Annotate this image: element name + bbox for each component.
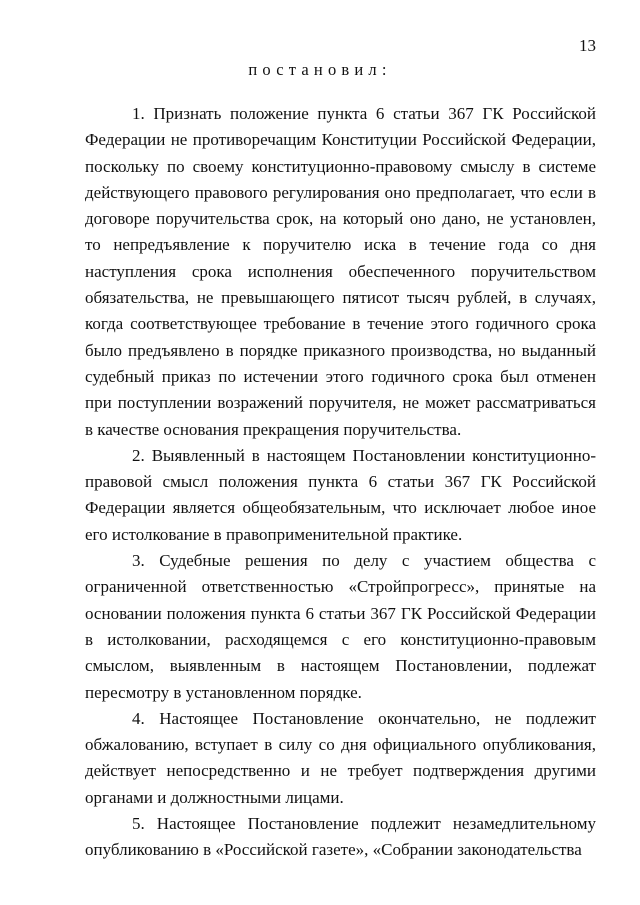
document-body xyxy=(85,101,596,864)
paragraph-2: 2. Выявленный в настоящем Постановлении конституционно-правовой смысл положения пункта 6 статьи 367 ГК Российской Федерации является общеобязательным, что исключает любое иное его истолкование в правоприменительной практике. xyxy=(85,445,596,544)
resolution-heading: постановил: xyxy=(248,60,392,79)
page-number: 13 xyxy=(579,36,596,55)
paragraph-3: 3. Судебные решения по делу с участием общества с ограниченной ответственностью «Стройпрогресс», принятые на основании положения пункта 6 статьи 367 ГК Российской Федерации в истолковании, расходящемся с его конституционно-правовым смыслом, выявленным в настоящем Постановлении, подлежат пересмотру в установленном порядке. xyxy=(85,551,596,702)
paragraph-5: 5. Настоящее Постановление подлежит незамедлительному опубликованию в «Российской газете», «Собрании законодательства xyxy=(85,814,596,860)
paragraph-4: 4. Настоящее Постановление окончательно, не подлежит обжалованию, вступает в силу со дня официального опубликования, действует непосредственно и не требует подтверждения другими органами и должностными лицами. xyxy=(85,708,596,807)
paragraph-1: 1. Признать положение пункта 6 статьи 367 ГК Российской Федерации не противоречащим Конституции Российской Федерации, поскольку по своему конституционно-правовому смыслу в системе действующего правового регулирования оно предполагает, что если в договоре поручительства срок, на который оно дано, не установлен, то непредъявление к поручителю иска в течение года со дня наступления срока исполнения обеспеченного поручительством обязательства, не превышающего пятисот тысяч рублей, в случаях, когда соответствующее требование в течение этого годичного срока было предъявлено в порядке приказного производства, но выданный судебный приказ по истечении этого годичного срока был отменен при поступлении возражений поручителя, не может рассматриваться в качестве основания прекращения поручительства. xyxy=(85,104,596,439)
